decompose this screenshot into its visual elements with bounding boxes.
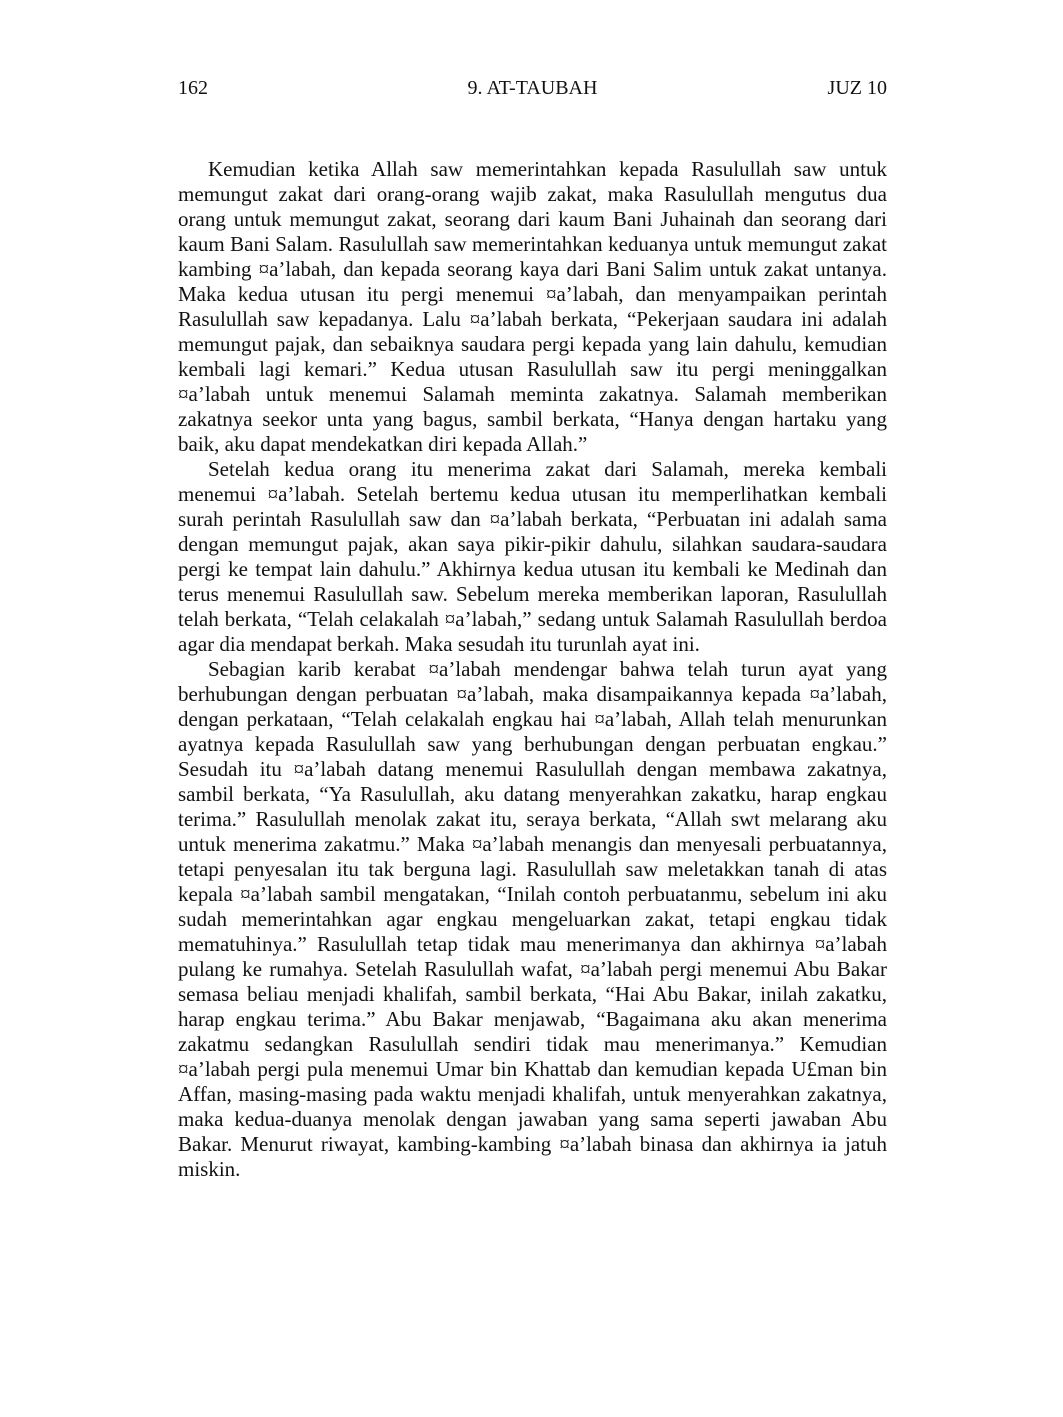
paragraph: Sebagian karib kerabat ¤a’labah mendengar bahwa telah turun ayat yang berhubungan dengan perbuatan ¤a’labah, maka disampaikannya kepada ¤a’labah, dengan perkataan, “Telah celakalah engkau hai ¤a’labah, Allah telah menurunkan ayatnya kepada Rasulullah saw yang berhubungan dengan perbuatan engkau.” Sesudah itu ¤a’labah datang menemui Rasulullah dengan membawa zakatnya, sambil berkata, “Ya Rasulullah, aku datang menyerahkan zakatku, harap engkau terima.” Rasulullah menolak zakat itu, seraya berkata, “Allah swt melarang aku untuk menerima zakatmu.” Maka ¤a’labah menangis dan menyesali perbuatannya, tetapi penyesalan itu tak berguna lagi. Rasulullah saw meletakkan tanah di atas kepala ¤a’labah sambil mengatakan, “Inilah contoh perbuatanmu, sebelum ini aku sudah memerintahkan agar engkau mengeluarkan zakat, tetapi engkau tidak mematuhinya.” Rasulullah tetap tidak mau menerimanya dan akhirnya ¤a’labah pulang ke rumahya. Setelah Rasulullah wafat, ¤a’labah pergi menemui Abu Bakar semasa beliau menjadi khalifah, sambil berkata, “Hai Abu Bakar, inilah zakatku, harap engkau terima.” Abu Bakar menjawab, “Bagaimana aku akan menerima zakatmu sedangkan Rasulullah sendiri tidak mau menerimanya.” Kemudian ¤a’labah pergi pula menemui Umar bin Khattab dan kemudian kepada U£man bin Affan, masing-masing pada waktu menjadi khalifah, untuk menyerahkan zakatnya, maka kedua-duanya menolak dengan jawaban yang sama seperti jawaban Abu Bakar. Menurut riwayat, kambing-kambing ¤a’labah binasa dan akhirnya ia jatuh miskin.: [178, 657, 887, 1181]
body-text: [178, 157, 887, 1182]
page-header: [178, 74, 887, 102]
juz-label: JUZ 10: [827, 77, 887, 99]
chapter-title: 9. AT-TAUBAH: [467, 77, 598, 99]
page-number: 162: [178, 77, 208, 99]
paragraph: Setelah kedua orang itu menerima zakat dari Salamah, mereka kembali menemui ¤a’labah. Setelah bertemu kedua utusan itu memperlihatkan kembali surah perintah Rasulullah saw dan ¤a’labah berkata, “Perbuatan ini adalah sama dengan memungut pajak, akan saya pikir-pikir dahulu, silahkan saudara-saudara pergi ke tempat lain dahulu.” Akhirnya kedua utusan itu kembali ke Medinah dan terus menemui Rasulullah saw. Sebelum mereka memberikan laporan, Rasulullah telah berkata, “Telah celakalah ¤a’labah,” sedang untuk Salamah Rasulullah berdoa agar dia mendapat berkah. Maka sesudah itu turunlah ayat ini.: [178, 457, 887, 656]
paragraph: Kemudian ketika Allah saw memerintahkan kepada Rasulullah saw untuk memungut zakat dari orang-orang wajib zakat, maka Rasulullah mengutus dua orang untuk memungut zakat, seorang dari kaum Bani Juhainah dan seorang dari kaum Bani Salam. Rasulullah saw memerintahkan keduanya untuk memungut zakat kambing ¤a’labah, dan kepada seorang kaya dari Bani Salim untuk zakat untanya. Maka kedua utusan itu pergi menemui ¤a’labah, dan menyampaikan perintah Rasulullah saw kepadanya. Lalu ¤a’labah berkata, “Pekerjaan saudara ini adalah memungut pajak, dan sebaiknya saudara pergi kepada yang lain dahulu, kemudian kembali lagi kemari.” Kedua utusan Rasulullah saw itu pergi meninggalkan ¤a’labah untuk menemui Salamah meminta zakatnya. Salamah memberikan zakatnya seekor unta yang bagus, sambil berkata, “Hanya dengan hartaku yang baik, aku dapat mendekatkan diri kepada Allah.”: [178, 157, 887, 456]
